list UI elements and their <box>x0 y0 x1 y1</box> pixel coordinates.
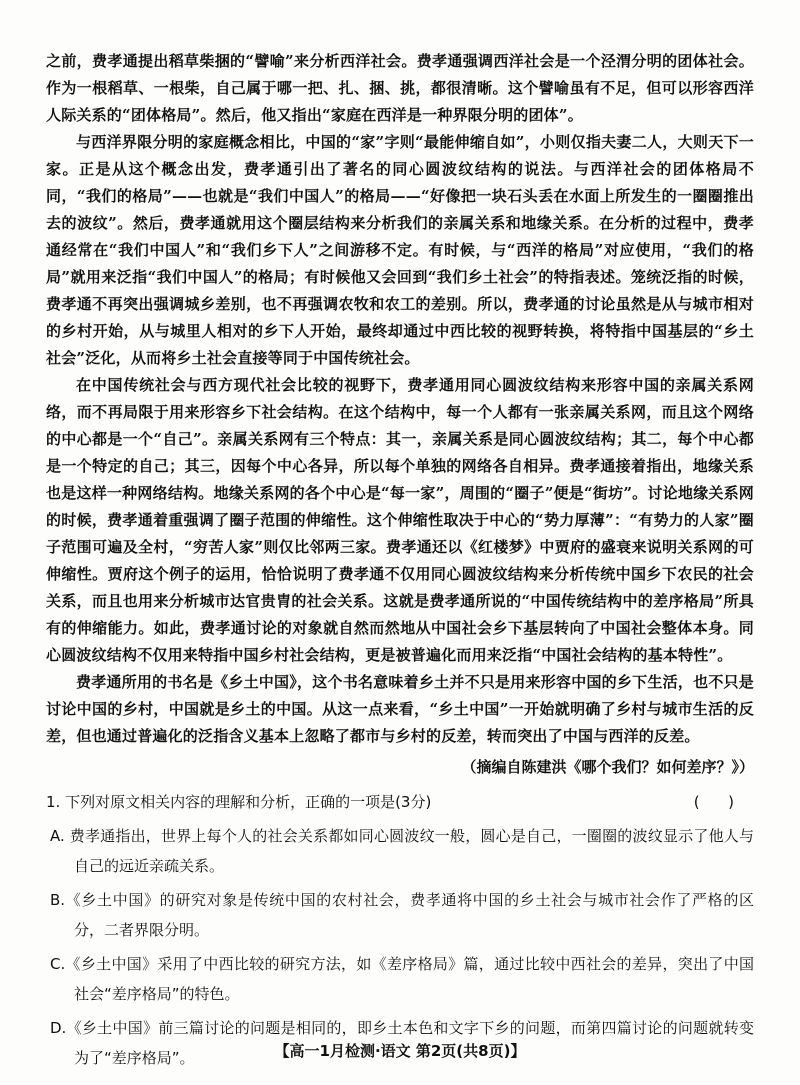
question-1 <box>46 787 754 1073</box>
answer-blank: ( ) <box>693 793 734 811</box>
option-b: B.《乡土中国》的研究对象是传统中国的农村社会，费孝通将中国的乡土社会与城市社会作了严格的区分，二者界限分明。 <box>50 891 754 939</box>
question-stem <box>46 787 754 817</box>
passage-paragraph-3: 在中国传统社会与西方现代社会比较的视野下，费孝通用同心圆波纹结构来形容中国的亲属关系网络，而不再局限于用来形容乡下社会结构。在这个结构中，每一个人都有一张亲属关系网，而且这个网络的中心都是一个“自己”。亲属关系网有三个特点：其一，亲属关系是同心圆波纹结构；其二，每个中心都是一个特定的自己；其三，因每个中心各异，所以每个单独的网络各自相异。费孝通接着指出，地缘关系也是这样一种网络结构。地缘关系网的各个中心是“每一家”，周围的“圈子”便是“街坊”。讨论地缘关系网的时候，费孝通着重强调了圈子范围的伸缩性。这个伸缩性取决于中心的“势力厚薄”：“有势力的人家”圈子范围可遍及全村，“穷苦人家”则仅比邻两三家。费孝通还以《红楼梦》中贾府的盛衰来说明关系网的可伸缩性。贾府这个例子的运用，恰恰说明了费孝通不仅用同心圆波纹结构来分析传统中国乡下农民的社会关系，而且也用来分析城市达官贵胄的社会关系。这就是费孝通所说的“中国传统结构中的差序格局”所具有的伸缩能力。如此，费孝通讨论的对象就自然而然地从中国社会乡下基层转向了中国社会整体本身。同心圆波纹结构不仅用来特指中国乡村社会结构，更是被普遍化而用来泛指“中国社会结构的基本特性”。 <box>46 376 754 664</box>
question-stem-text: 1. 下列对原文相关内容的理解和分析，正确的一项是(3分) <box>46 793 432 811</box>
passage-paragraph-4: 费孝通所用的书名是《乡土中国》，这个书名意味着乡土并不只是用来形容中国的乡下生活，也不只是讨论中国的乡村，中国就是乡土的中国。从这一点来看，“乡土中国”一开始就明确了乡村与城市生活的反差，但也通过普遍化的泛指含义基本上忽略了都市与乡村的反差，转而突出了中国与西洋的反差。 <box>46 673 754 745</box>
passage-paragraph-1: 之前，费孝通提出稻草柴捆的“譬喻”来分析西洋社会。费孝通强调西洋社会是一个泾渭分明的团体社会。作为一根稻草、一根柴，自己属于哪一把、扎、捆、挑，都很清晰。这个譬喻虽有不足，但可以形容西洋人际关系的“团体格局”。然后，他又指出“家庭在西洋是一种界限分明的团体”。 <box>46 52 754 124</box>
reading-passage <box>46 48 754 781</box>
option-c: C.《乡土中国》采用了中西比较的研究方法，如《差序格局》篇，通过比较中西社会的差异，突出了中国社会“差序格局”的特色。 <box>50 955 754 1003</box>
option-a: A. 费孝通指出，世界上每个人的社会关系都如同心圆波纹一般，圆心是自己，一圈圈的波纹显示了他人与自己的远近亲疏关系。 <box>50 827 754 875</box>
page-footer: 【高一1月检测·语文 第2页(共8页)】 <box>274 1042 526 1060</box>
passage-paragraph-2: 与西洋界限分明的家庭概念相比，中国的“家”字则“最能伸缩自如”，小则仅指夫妻二人，大则天下一家。正是从这个概念出发，费孝通引出了著名的同心圆波纹结构的说法。与西洋社会的团体格局不同，“我们的格局”——也就是“我们中国人”的格局——“好像把一块石头丢在水面上所发生的一圈圈推出去的波纹”。然后，费孝通就用这个圈层结构来分析我们的亲属关系和地缘关系。在分析的过程中，费孝通经常在“我们中国人”和“我们乡下人”之间游移不定。有时候，与“西洋的格局”对应使用，“我们的格局”就用来泛指“我们中国人”的格局；有时候他又会回到“我们乡土社会”的特指表述。笼统泛指的时候，费孝通不再突出强调城乡差别，也不再强调农牧和农工的差别。所以，费孝通的讨论虽然是从与城市相对的乡村开始，从与城里人相对的乡下人开始，最终却通过中西比较的视野转换，将特指中国基层的“乡土社会”泛化，从而将乡土社会直接等同于中国传统社会。 <box>46 133 754 367</box>
option-d: D.《乡土中国》前三篇讨论的问题是相同的，即乡土本色和文字下乡的问题，而第四篇讨论的问题就转变为了“差序格局”。 <box>50 1019 754 1067</box>
passage-source: （摘编自陈建洪《哪个我们？如何差序？》） <box>461 758 754 776</box>
